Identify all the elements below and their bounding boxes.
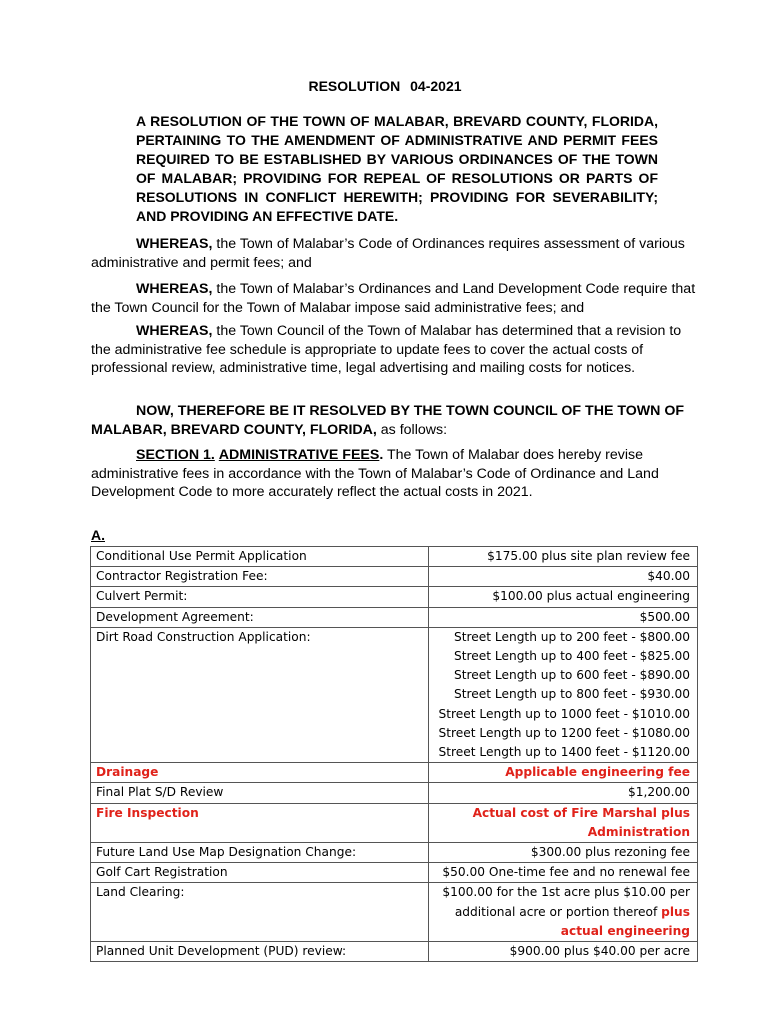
resolved-lead: NOW, THEREFORE BE IT RESOLVED BY THE TOWN COUNCIL OF THE TOWN OF MALABAR, BREVARD COUNTY, FLORIDA,: [91, 403, 685, 438]
fee-label: Future Land Use Map Designation Change:: [91, 843, 429, 863]
table-row: [91, 567, 698, 587]
table-row: [91, 803, 698, 842]
whereas-lead: WHEREAS,: [136, 236, 213, 252]
fee-label: Land Clearing:: [91, 883, 429, 942]
section-1-text: The Town of Malabar does hereby revise administrative fees in accordance with the Town of Malabar’s Code of Ordinance and Land Development Code to more accurately reflect the actual costs in 2021.: [91, 447, 659, 500]
whereas-lead: WHEREAS,: [136, 281, 213, 297]
fee-amount: $175.00 plus site plan review fee: [429, 547, 698, 567]
table-row: [91, 883, 698, 942]
whereas-text: the Town Council of the Town of Malabar has determined that a revision to the administrative fee schedule is appropriate to update fees to cover the actual costs of professional review, administrative time, legal advertising and mailing costs for notices.: [91, 323, 682, 376]
dirt-road-fee: Street Length up to 800 feet - $930.00: [453, 687, 690, 702]
table-row: [91, 942, 698, 962]
table-row: [91, 843, 698, 863]
dirt-road-fee: Street Length up to 400 feet - $825.00: [453, 649, 690, 664]
fee-text-red: plus: [661, 904, 690, 919]
whereas-lead: WHEREAS,: [136, 323, 213, 339]
dirt-road-fee: Street Length up to 600 feet - $890.00: [453, 668, 690, 683]
whereas-text: the Town of Malabar’s Code of Ordinances requires assessment of various administrative and permit fees; and: [91, 236, 685, 271]
fee-line-red: actual engineering: [560, 923, 690, 938]
fee-label: Final Plat S/D Review: [91, 783, 429, 803]
fee-line: [435, 903, 690, 922]
fee-table: [90, 546, 698, 962]
fee-amount: $1,200.00: [429, 783, 698, 803]
fee-label: Development Agreement:: [91, 607, 429, 627]
whereas-text: the Town of Malabar’s Ordinances and Land Development Code require that the Town Council for the Town of Malabar impose said administrative fees; and: [91, 281, 696, 316]
fee-label: Dirt Road Construction Application:: [91, 627, 429, 762]
table-row: [91, 547, 698, 567]
fee-label: Drainage: [91, 763, 429, 783]
fee-label: Contractor Registration Fee:: [91, 567, 429, 587]
fee-label: Golf Cart Registration: [91, 863, 429, 883]
table-row: [91, 863, 698, 883]
fee-amount: $900.00 plus $40.00 per acre: [429, 942, 698, 962]
fee-text: additional acre or portion thereof: [454, 904, 662, 919]
dirt-road-fee: Street Length up to 1000 feet - $1010.00: [438, 706, 690, 721]
fee-amount: [429, 883, 698, 942]
table-row: [91, 607, 698, 627]
section-1-name: ADMINISTRATIVE FEES: [218, 447, 380, 463]
section-a-label: A.: [91, 527, 105, 543]
fee-label: Culvert Permit:: [91, 587, 429, 607]
resolved-paragraph: [91, 402, 703, 439]
section-1-paragraph: SECTION 1. ADMINISTRATIVE FEES. The Town of Malabar does hereby revise administrative fees in accordance with the Town of Malabar’s Code of Ordinance and Land Development Code to more accurately reflect the actual costs in 2021.: [91, 447, 659, 500]
section-1-number: SECTION 1.: [136, 447, 215, 463]
fee-line: Administration: [587, 824, 690, 839]
fee-label: Fire Inspection: [91, 803, 429, 842]
fee-line: Actual cost of Fire Marshal plus: [472, 805, 690, 820]
resolution-heading: A RESOLUTION OF THE TOWN OF MALABAR, BREVARD COUNTY, FLORIDA, PERTAINING TO THE AMENDMENT OF ADMINISTRATIVE AND PERMIT FEES REQUIRED TO BE ESTABLISHED BY VARIOUS ORDINANCES OF THE TOWN OF MALABAR; PROVIDING FOR REPEAL OF RESOLUTIONS OR PARTS OF RESOLUTIONS IN CONFLICT HEREWITH; PROVIDING FOR SEVERABILITY; AND PROVIDING AN EFFECTIVE DATE.: [136, 113, 658, 224]
table-row: [91, 763, 698, 783]
fee-amount: $500.00: [429, 607, 698, 627]
resolved-text: as follows:: [376, 421, 448, 438]
fee-amount: $40.00: [429, 567, 698, 587]
whereas-paragraph-2: [91, 280, 703, 317]
fee-amount: $50.00 One-time fee and no renewal fee: [429, 863, 698, 883]
table-row: [91, 587, 698, 607]
dirt-road-fee: Street Length up to 200 feet - $800.00: [453, 629, 690, 644]
fee-label: Planned Unit Development (PUD) review:: [91, 942, 429, 962]
dirt-road-fee: Street Length up to 1200 feet - $1080.00: [438, 725, 690, 740]
fee-amount: $300.00 plus rezoning fee: [429, 843, 698, 863]
fee-amount-list: [429, 627, 698, 762]
whereas-paragraph-1: [91, 235, 703, 272]
table-row: [91, 783, 698, 803]
whereas-paragraph-3: [91, 322, 703, 378]
table-row: [91, 627, 698, 762]
fee-amount: Applicable engineering fee: [429, 763, 698, 783]
dirt-road-fee: Street Length up to 1400 feet - $1120.00: [438, 745, 690, 760]
fee-amount: [429, 803, 698, 842]
resolution-title: RESOLUTION 04-2021: [308, 78, 462, 94]
fee-label: Conditional Use Permit Application: [91, 547, 429, 567]
fee-amount: $100.00 plus actual engineering: [429, 587, 698, 607]
fee-line: $100.00 for the 1st acre plus $10.00 per: [442, 885, 690, 900]
